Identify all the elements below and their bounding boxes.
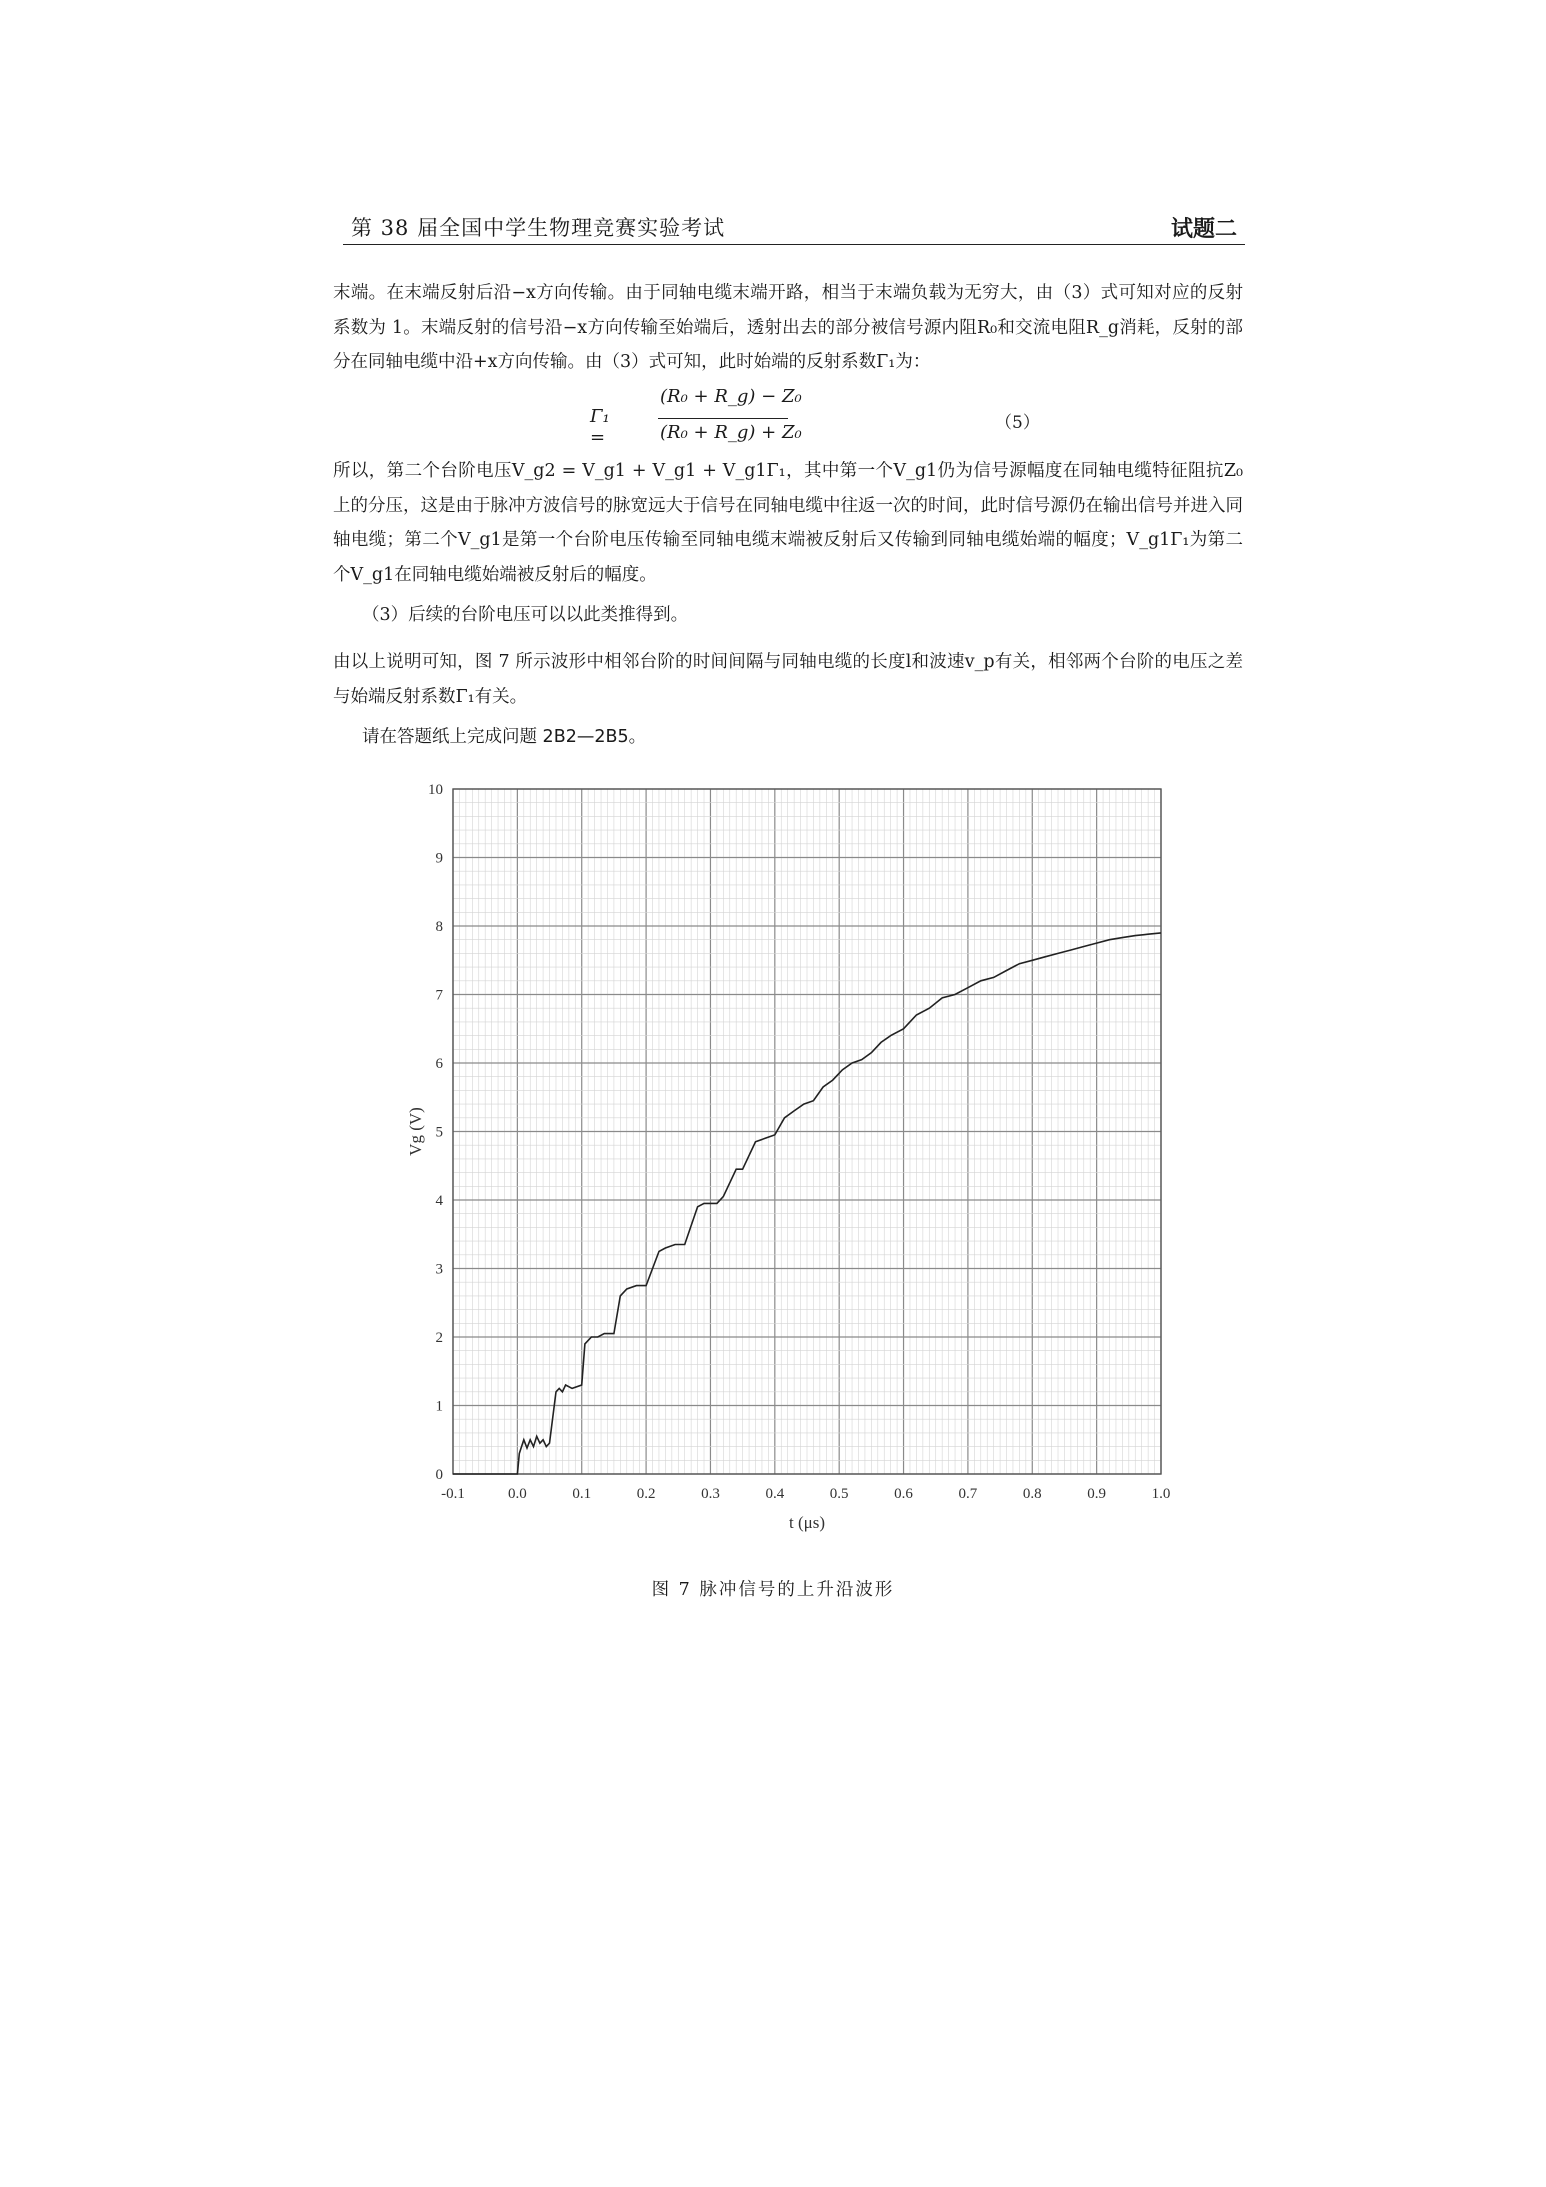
y-tick-label: 2	[435, 1330, 443, 1346]
equation-numerator: (R₀ + R_g) − Z₀	[660, 386, 802, 407]
fraction-bar	[658, 418, 788, 419]
equation-lhs: Γ₁ =	[590, 406, 610, 448]
y-tick-label: 1	[435, 1398, 443, 1415]
y-tick-label: 10	[428, 782, 443, 798]
y-tick-label: 3	[435, 1261, 443, 1278]
x-tick-label: 0.8	[1022, 1486, 1042, 1502]
x-tick-label: 1.0	[1151, 1486, 1171, 1502]
y-tick-label: 6	[435, 1056, 443, 1072]
y-tick-label: 8	[435, 919, 443, 935]
instruction-text: 请在答题纸上完成问题 2B2—2B5。	[362, 727, 647, 747]
x-tick-label: 0.3	[701, 1486, 720, 1502]
paragraph-second-step: 所以，第二个台阶电压V_g2 = V_g1 + V_g1 + V_g1Γ₁，其中第一个V_g1仍为信号源幅度在同轴电缆特征阻抗Z₀上的分压，这是由于脉冲方波信号的脉宽远大于信号在同轴电缆中往返一次的时间，此时信号源仍在输出信号并进入同轴电缆；第二个V_g1是第一个台阶电压传输至同轴电缆末端被反射后又传输到同轴电缆始端的幅度；V_g1Γ₁为第二个V_g1在同轴电缆始端被反射后的幅度。	[333, 461, 1243, 585]
x-axis-label: t (μs)	[788, 1513, 826, 1532]
y-tick-label: 5	[435, 1124, 443, 1141]
page-header	[343, 212, 1245, 245]
y-axis-label: Vg (V)	[406, 1107, 425, 1156]
x-tick-label: 0.0	[507, 1486, 527, 1502]
x-tick-label: 0.1	[572, 1486, 592, 1502]
x-tick-label: -0.1	[441, 1486, 465, 1502]
y-tick-label: 7	[435, 987, 443, 1004]
x-tick-label: 0.2	[636, 1486, 656, 1502]
exam-title: 第 38 届全国中学生物理竞赛实验考试	[351, 216, 726, 240]
y-tick-label: 0	[435, 1467, 443, 1483]
paragraph-conclusion: 由以上说明可知，图 7 所示波形中相邻台阶的时间间隔与同轴电缆的长度l和波速v_p有关，相邻两个台阶的电压之差与始端反射系数Γ₁有关。	[333, 652, 1243, 707]
x-tick-label: 0.7	[958, 1486, 978, 1502]
problem-label: 试题二	[1170, 216, 1237, 242]
y-tick-label: 9	[435, 850, 443, 867]
x-tick-label: 0.9	[1087, 1486, 1107, 1502]
x-tick-label: 0.5	[829, 1486, 849, 1502]
paragraph-reflection: 末端。在末端反射后沿−x方向传输。由于同轴电缆末端开路，相当于末端负载为无穷大，由（3）式可知对应的反射系数为 1。末端反射的信号沿−x方向传输至始端后，透射出去的部分被信号源内阻R₀和交流电阻R_g消耗，反射的部分在同轴电缆中沿+x方向传输。由（3）式可知，此时始端的反射系数Γ₁为：	[333, 283, 1243, 372]
figure-caption: 图 7 脉冲信号的上升沿波形	[651, 1580, 895, 1600]
x-tick-label: 0.4	[765, 1486, 785, 1502]
paragraph-subsequent-steps: （3）后续的台阶电压可以以此类推得到。	[362, 605, 689, 625]
y-tick-label: 4	[435, 1193, 443, 1209]
equation-number: （5）	[995, 413, 1040, 433]
x-tick-label: 0.6	[894, 1486, 913, 1502]
equation-denominator: (R₀ + R_g) + Z₀	[660, 422, 802, 443]
waveform-chart	[406, 765, 1200, 1555]
